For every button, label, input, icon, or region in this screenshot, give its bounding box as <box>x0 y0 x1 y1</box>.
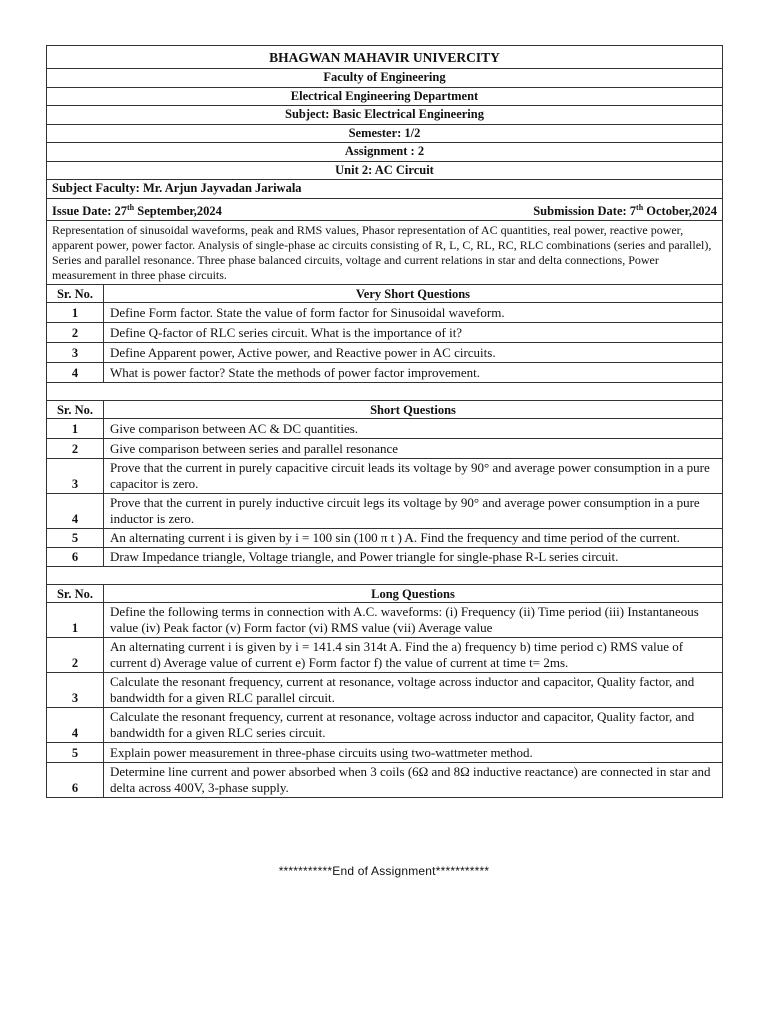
issue-date: Issue Date: 27th September,2024 <box>52 202 222 218</box>
section-header <box>47 285 723 303</box>
assignment-sheet <box>46 45 722 798</box>
spacer-row <box>47 383 723 401</box>
faculty-line: Faculty of Engineering <box>47 69 723 88</box>
section-title: Long Questions <box>104 585 723 603</box>
submission-date: Submission Date: 7th October,2024 <box>533 202 717 218</box>
spacer-row <box>47 567 723 585</box>
question-row: 6 Determine line current and power absorbed when 3 coils (6Ω and 8Ω inductive reactance) are connected in star and delta across 400V, 3-phase supply. <box>47 763 723 798</box>
question-row: 4 What is power factor? State the methods of power factor improvement. <box>47 363 723 383</box>
section-title: Very Short Questions <box>104 285 723 303</box>
question-row: 4 Calculate the resonant frequency, current at resonance, voltage across inductor and capacitor, Quality factor, and bandwidth for a given RLC series circuit. <box>47 708 723 743</box>
question-row: 5 Explain power measurement in three-phase circuits using two-wattmeter method. <box>47 743 723 763</box>
subject-line: Subject: Basic Electrical Engineering <box>47 106 723 125</box>
sr-no-label: Sr. No. <box>47 401 104 419</box>
question-row: 1 Define the following terms in connection with A.C. waveforms: (i) Frequency (ii) Time period (iii) Instantaneous value (iv) Peak factor (v) Form factor (vi) RMS value (vii) Average value <box>47 603 723 638</box>
question-row: 6 Draw Impedance triangle, Voltage triangle, and Power triangle for single-phase R-L series circuit. <box>47 548 723 567</box>
question-row: 2 Give comparison between series and parallel resonance <box>47 439 723 459</box>
question-row: 3 Prove that the current in purely capacitive circuit leads its voltage by 90° and average power consumption in a pure capacitor is zero. <box>47 459 723 494</box>
semester-line: Semester: 1/2 <box>47 124 723 143</box>
question-row: 1 Give comparison between AC & DC quantities. <box>47 419 723 439</box>
question-row: 2 Define Q-factor of RLC series circuit. What is the importance of it? <box>47 323 723 343</box>
question-row: 3 Define Apparent power, Active power, and Reactive power in AC circuits. <box>47 343 723 363</box>
sr-no-label: Sr. No. <box>47 285 104 303</box>
question-row: 2 An alternating current i is given by i = 141.4 sin 314t A. Find the a) frequency b) time period c) RMS value of current d) Average value of current e) Form factor f) the value of current at time t= 2ms. <box>47 638 723 673</box>
assignment-table <box>46 45 723 798</box>
question-row: 1 Define Form factor. State the value of form factor for Sinusoidal waveform. <box>47 303 723 323</box>
question-row: 4 Prove that the current in purely inductive circuit legs its voltage by 90° and average power consumption in a pure inductor is zero. <box>47 494 723 529</box>
university-name: BHAGWAN MAHAVIR UNIVERCITY <box>47 46 723 69</box>
section-header <box>47 585 723 603</box>
syllabus-text: Representation of sinusoidal waveforms, peak and RMS values, Phasor representation of AC quantities, real power, reactive power, apparent power, power factor. Analysis of single-phase ac circuits consisting of R, L, C, RL, RC, RLC combinations (series and parallel), Series and parallel resonance. Three phase balanced circuits, voltage and current relations in star and delta connections, Power measurement in three phase circuits. <box>47 220 723 285</box>
section-header <box>47 401 723 419</box>
dates-row <box>47 198 723 220</box>
question-row: 3 Calculate the resonant frequency, current at resonance, voltage across inductor and capacitor, Quality factor, and bandwidth for a given RLC parallel circuit. <box>47 673 723 708</box>
faculty-name: Subject Faculty: Mr. Arjun Jayvadan Jariwala <box>47 180 723 199</box>
section-title: Short Questions <box>104 401 723 419</box>
department-line: Electrical Engineering Department <box>47 87 723 106</box>
assignment-line: Assignment : 2 <box>47 143 723 162</box>
sr-no-label: Sr. No. <box>47 585 104 603</box>
unit-line: Unit 2: AC Circuit <box>47 161 723 180</box>
end-of-assignment: ***********End of Assignment*********** <box>278 864 490 878</box>
question-row: 5 An alternating current i is given by i = 100 sin (100 π t ) A. Find the frequency and time period of the current. <box>47 529 723 548</box>
